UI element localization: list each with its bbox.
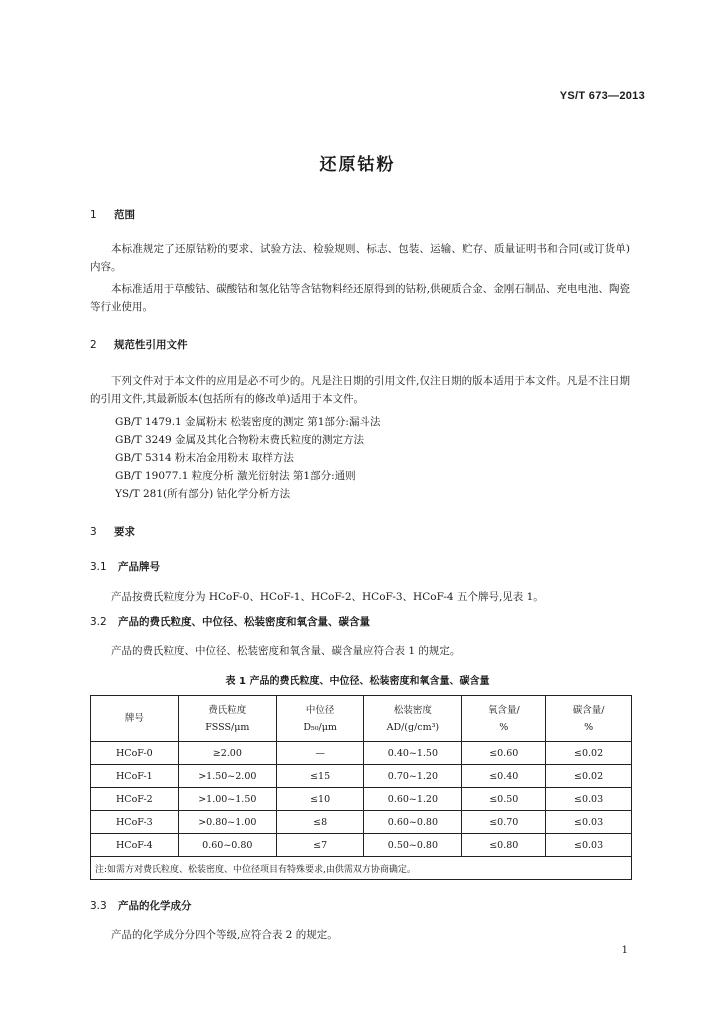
table-cell: ≥2.00 xyxy=(178,742,276,765)
page-number: 1 xyxy=(621,945,628,956)
subsection-title: 产品的化学成分 xyxy=(118,900,192,912)
header-apparent-density: 松装密度 AD/(g/cm³) xyxy=(364,696,462,742)
subsection-number: 3.3 xyxy=(90,900,107,912)
section-3-heading xyxy=(90,524,135,539)
section-1-heading xyxy=(90,207,135,222)
document-title: 还原钴粉 xyxy=(319,155,396,175)
table-cell: ≤0.60 xyxy=(462,742,546,765)
header-grade: 牌号 xyxy=(91,696,179,742)
table-cell: ≤0.80 xyxy=(462,834,546,857)
section-number: 3 xyxy=(90,526,97,538)
section-number: 2 xyxy=(90,339,97,351)
header-d50: 中位径 D₅₀/μm xyxy=(276,696,364,742)
reference-item: YS/T 281(所有部分) 钴化学分析方法 xyxy=(115,488,291,500)
section-1-paragraph-2: 本标准适用于草酸钴、碳酸钴和氢化钴等含钴物料经还原得到的钴粉,供硬质合金、金刚石制品、充电电池、陶瓷等行业使用。 xyxy=(90,283,630,313)
table-cell: >1.50~2.00 xyxy=(178,765,276,788)
table-row xyxy=(91,788,632,811)
table-cell: 0.60~1.20 xyxy=(364,788,462,811)
table-cell: 0.60~0.80 xyxy=(178,834,276,857)
section-3-2-text: 产品的费氏粒度、中位径、松装密度和氧含量、碳含量应符合表 1 的规定。 xyxy=(111,645,461,657)
table-row xyxy=(91,765,632,788)
table-cell: ≤0.40 xyxy=(462,765,546,788)
table-row xyxy=(91,834,632,857)
table-cell: HCoF-3 xyxy=(91,811,179,834)
table-cell: ≤0.02 xyxy=(546,742,632,765)
reference-item: GB/T 1479.1 金属粉末 松装密度的测定 第1部分:漏斗法 xyxy=(115,416,381,428)
table-cell: HCoF-1 xyxy=(91,765,179,788)
section-2-intro: 下列文件对于本文件的应用是必不可少的。凡是注日期的引用文件,仅注日期的版本适用于本文件。凡是不注日期的引用文件,其最新版本(包括所有的修改单)适用于本文件。 xyxy=(90,375,630,405)
table-cell: >1.00~1.50 xyxy=(178,788,276,811)
table-cell: ≤0.50 xyxy=(462,788,546,811)
table-cell: ≤0.02 xyxy=(546,765,632,788)
table-row xyxy=(91,811,632,834)
table-note: 注:如需方对费氏粒度、松装密度、中位径项目有特殊要求,由供需双方协商确定。 xyxy=(91,857,632,880)
table-cell: ≤8 xyxy=(276,811,364,834)
reference-item: GB/T 3249 金属及其化合物粉末费氏粒度的测定方法 xyxy=(115,434,365,446)
table-header-row xyxy=(91,696,632,742)
table-note-row xyxy=(91,857,632,880)
table-1-caption: 表 1 产品的费氏粒度、中位径、松装密度和氧含量、碳含量 xyxy=(225,676,490,687)
table-cell: ≤0.70 xyxy=(462,811,546,834)
table-cell: 0.40~1.50 xyxy=(364,742,462,765)
subsection-number: 3.1 xyxy=(90,561,107,573)
section-title: 范围 xyxy=(114,209,135,221)
section-3-1-text: 产品按费氏粒度分为 HCoF-0、HCoF-1、HCoF-2、HCoF-3、HCoF-4 五个牌号,见表 1。 xyxy=(111,591,544,603)
section-title: 要求 xyxy=(114,526,135,538)
table-cell: HCoF-0 xyxy=(91,742,179,765)
table-cell: ≤15 xyxy=(276,765,364,788)
section-3-2-heading xyxy=(90,614,370,629)
header-carbon: 碳含量/ % xyxy=(546,696,632,742)
table-cell: ≤10 xyxy=(276,788,364,811)
table-cell: HCoF-2 xyxy=(91,788,179,811)
table-1 xyxy=(90,695,632,880)
reference-item: GB/T 5314 粉末冶金用粉末 取样方法 xyxy=(115,452,294,464)
table-cell: — xyxy=(276,742,364,765)
section-3-1-heading xyxy=(90,559,160,574)
section-number: 1 xyxy=(90,209,97,221)
subsection-title: 产品的费氏粒度、中位径、松装密度和氧含量、碳含量 xyxy=(118,616,370,628)
section-2-heading xyxy=(90,337,188,352)
section-3-3-heading xyxy=(90,898,192,913)
subsection-number: 3.2 xyxy=(90,616,107,628)
table-row xyxy=(91,742,632,765)
section-title: 规范性引用文件 xyxy=(114,339,188,351)
subsection-title: 产品牌号 xyxy=(118,561,160,573)
header-fsss: 费氏粒度 FSSS/μm xyxy=(178,696,276,742)
table-cell: ≤7 xyxy=(276,834,364,857)
reference-item: GB/T 19077.1 粒度分析 激光衍射法 第1部分:通则 xyxy=(115,470,356,482)
table-cell: >0.80~1.00 xyxy=(178,811,276,834)
section-3-3-text: 产品的化学成分分四个等级,应符合表 2 的规定。 xyxy=(111,929,338,941)
header-oxygen: 氧含量/ % xyxy=(462,696,546,742)
table-cell: ≤0.03 xyxy=(546,834,632,857)
table-cell: 0.70~1.20 xyxy=(364,765,462,788)
table-cell: 0.50~0.80 xyxy=(364,834,462,857)
table-cell: ≤0.03 xyxy=(546,788,632,811)
table-cell: ≤0.03 xyxy=(546,811,632,834)
table-cell: 0.60~0.80 xyxy=(364,811,462,834)
section-1-paragraph-1: 本标准规定了还原钴粉的要求、试验方法、检验规则、标志、包装、运输、贮存、质量证明书和合同(或订货单)内容。 xyxy=(90,243,630,273)
standard-number: YS/T 673—2013 xyxy=(559,90,645,102)
table-cell: HCoF-4 xyxy=(91,834,179,857)
